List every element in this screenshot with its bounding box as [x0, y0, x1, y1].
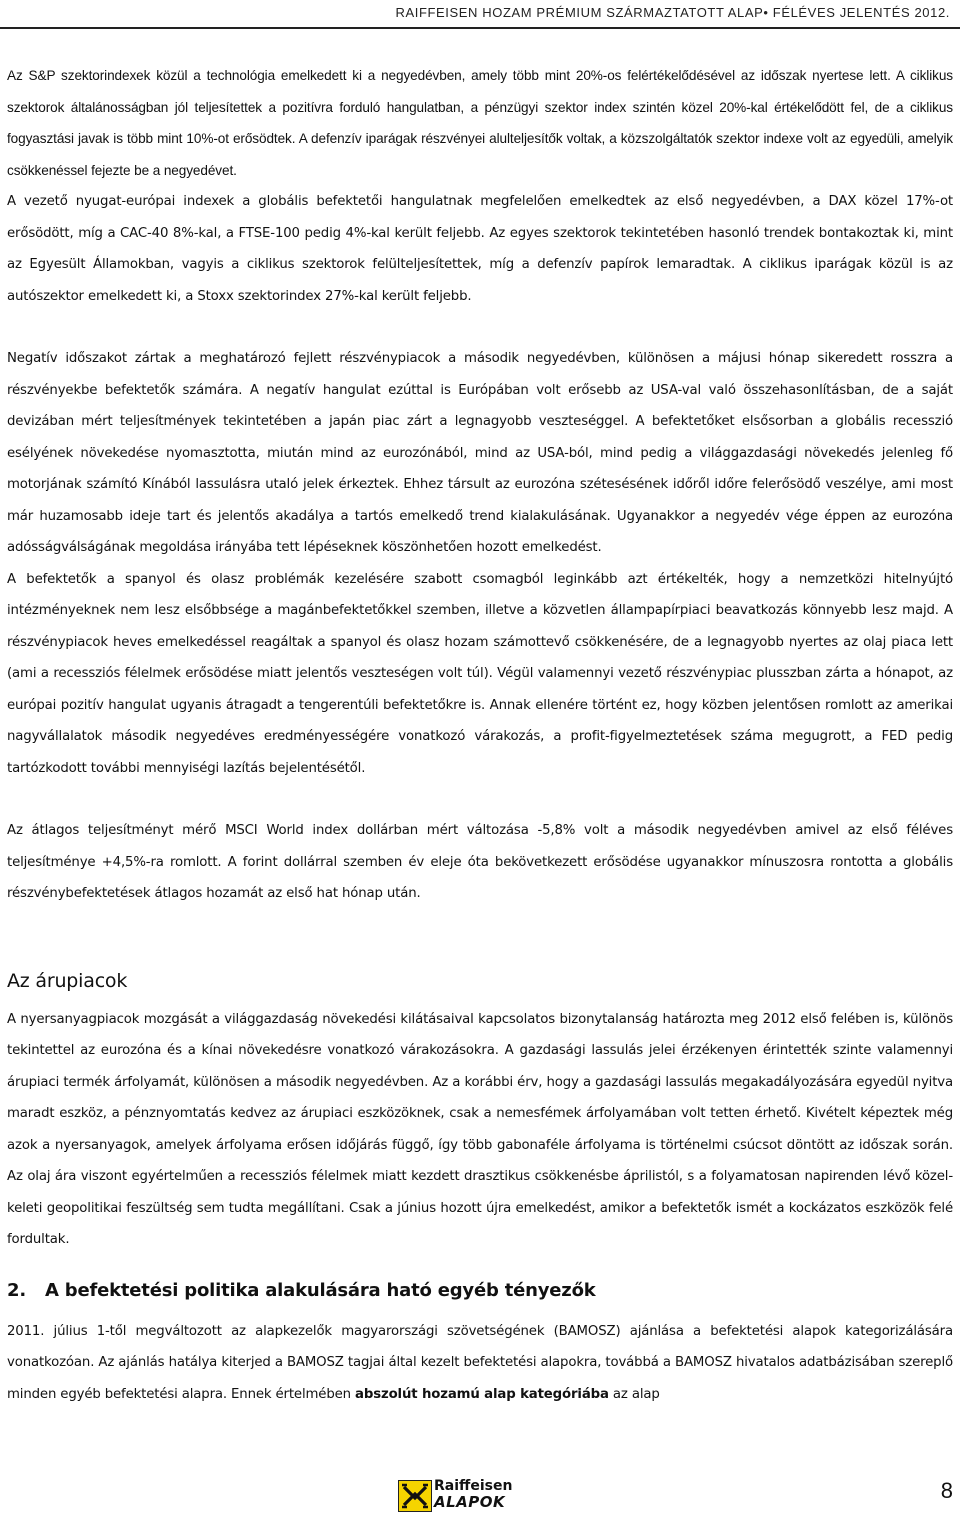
document-body: [7, 60, 953, 1410]
paragraph-bamosz: 2011. július 1-től megváltozott az alapkezelők magyarországi szövetségének (BAMOSZ) ajánlása a befektetési alapok kategorizálására vonatkozóan. Az ajánlás hatálya kiterjed a BAMOSZ tagjai által kezelt befektetési alapokra, továbbá a BAMOSZ hivatalos adatbázisában szereplő minden egyéb befektetési alapra. Ennek értelmében abszolút hozamú alap kategóriába az alap: [7, 1323, 953, 1402]
raiffeisen-logo: [398, 1478, 538, 1512]
section-number: 2.: [7, 1279, 26, 1301]
header-rule: [0, 27, 960, 29]
page-number: 8: [940, 1478, 953, 1503]
heading-arupiacok: Az árupiacok: [7, 969, 128, 992]
header-title: RAIFFEISEN HOZAM PRÉMIUM SZÁRMAZTATOTT ALAP• FÉLÉVES JELENTÉS 2012.: [395, 5, 950, 20]
page-header: [0, 0, 960, 30]
paragraph-sp-sectors: Az S&P szektorindexek közül a technológia emelkedett ki a negyedévben, amely több mint 20%-os felértékelődésével az időszak nyertese lett. A ciklikus szektorok általánosságban jól teljesítettek a pozitívra forduló hangulatban, a pénzügyi szektor index szintén közel 20%-kal értékelődött fel, de a ciklikus fogyasztási javak is több mint 10%-ot erősödtek. A defenzív iparágak részvényei alulteljesítők voltak, a közszolgáltatók szektor indexe volt az egyedüli, amelyik csökkenéssel fejezte be a negyedévet.: [7, 68, 953, 178]
paragraph-commodities: A nyersanyagpiacok mozgását a világgazdaság növekedési kilátásaival kapcsolatos bizonytalanság határozta meg 2012 első felében is, különös tekintettel az eurozóna és a kínai növekedésre vonatkozó várakozásokra. A gazdasági lassulás jelei érzékenyen érintették szinte valamennyi árupiaci termék árfolyamát, különösen a második negyedévben. Az a korábbi érv, hogy a gazdasági lassulás megakadályozására egyedül nyitva maradt eszköz, a pénznyomtatás kedvez az árupiaci eszközöknek, csak a nemesfémek árfolyamában volt tetten érhető. Kivételt képeztek még azok a nyersanyagok, amelyek árfolyama erősen időjárás függő, így több gabonaféle árfolyama is történelmi csúcsot döntött az időszak során. Az olaj ára viszont egyértelműen a recessziós félelmek miatt kezdett drasztikus csökkenésbe áprilistól, s a folyamatosan napirenden lévő közel-keleti geopolitikai feszültség sem tudta megállítani. Csak a június hozott újra emelkedést, amikor a befektetők ismét a kockázatos eszközök felé fordultak.: [7, 1011, 953, 1247]
gable-cross-icon: [398, 1480, 432, 1512]
paragraph-msci-world: Az átlagos teljesítményt mérő MSCI World index dollárban mért változása -5,8% volt a második negyedévben amivel az első féléves teljesítménye +4,5%-ra romlott. A forint dollárral szemben év eleje óta bekövetkezett erősödése ugyanakkor mínuszosra rontotta a globális részvénybefektetések átlagos hozamát az első hat hónap után.: [7, 823, 953, 901]
logo-wordmark: Raiffeisen ALAPOK: [434, 1478, 513, 1511]
heading-section-2: [7, 1276, 953, 1306]
bold-category: abszolút hozamú alap kategóriába: [355, 1386, 609, 1402]
paragraph-west-europe: A vezető nyugat-európai indexek a globális befektetői hangulatnak megfelelően emelkedtek az első negyedévben, a DAX közel 17%-ot erősödött, míg a CAC-40 8%-kal, a FTSE-100 pedig 4%-kal került feljebb. Az egyes szektorok tekintetében hasonló trendek bontakoztak ki, mint az Egyesült Államokban, vagyis a ciklikus szektorok felülteljesítettek, míg a defenzív papírok lemaradtak. A ciklikus iparágak közül is az autószektor emelkedett ki, a Stoxx szektorindex 27%-kal került feljebb.: [7, 194, 953, 304]
paragraph-q2-negative: Negatív időszakot zártak a meghatározó fejlett részvénypiacok a második negyedévben, különösen a májusi hónap sikeredett rosszra a részvényekbe befektetők számára. A negatív hangulat ezúttal is Európában volt erősebb az USA-val való összehasonlításban, de a saját devizában mért teljesítmények tekintetében a japán piac zárt a legnagyobb veszteséggel. A befektetőket elsősorban a globális recesszió esélyének növekedése nyomasztotta, miután mind az eurozónából, mind az USA-ból, mind pedig a világgazdasági növekedés jelenleg fő motorjának számító Kínából lassulásra utaló jelek érkeztek. Ehhez társult az eurozóna szétesésének időről időre felerősödő veszélye, ami most már huzamosabb ideje tart és jelentős akadálya a tartós emelkedő trend kialakulásának. Ugyanakkor a negyedév vége éppen az eurozóna adósságválságának megoldása irányába tett lépéseknek köszönhetően hozott emelkedést.: [7, 351, 953, 555]
paragraph-investors: A befektetők a spanyol és olasz problémák kezelésére szabott csomagból leginkább azt értékelték, hogy a nemzetközi hitelnyújtó intézményeknek nem lesz elsőbbsége a magánbefektetőkkel szemben, illetve a közvetlen állampapírpiaci beavatkozás könnyebb lesz majd. A részvénypiacok heves emelkedéssel reagáltak a spanyol és olasz hozam számottevő csökkenésére, de a legnagyobb nyertes az olaj piaca lett (ami a recessziós félelmek erősödése miatt jelentős veszteségen volt túl). Végül valamennyi vezető részvénypiac plusszban zárta a hónapot, az európai pozitív hangulat ugyanis átragadt a tengerentúli befektetőkre is. Annak ellenére történt ez, hogy közben jelentősen romlott az amerikai nagyvállalatok második negyedéves eredményességére vonatkozó várakozás, a profit-figyelmeztetések száma megugrott, a FED pedig tartózkodott további mennyiségi lazítás bejelentésétől.: [7, 571, 953, 776]
section-title: A befektetési politika alakulására ható egyéb tényezők: [45, 1279, 596, 1301]
